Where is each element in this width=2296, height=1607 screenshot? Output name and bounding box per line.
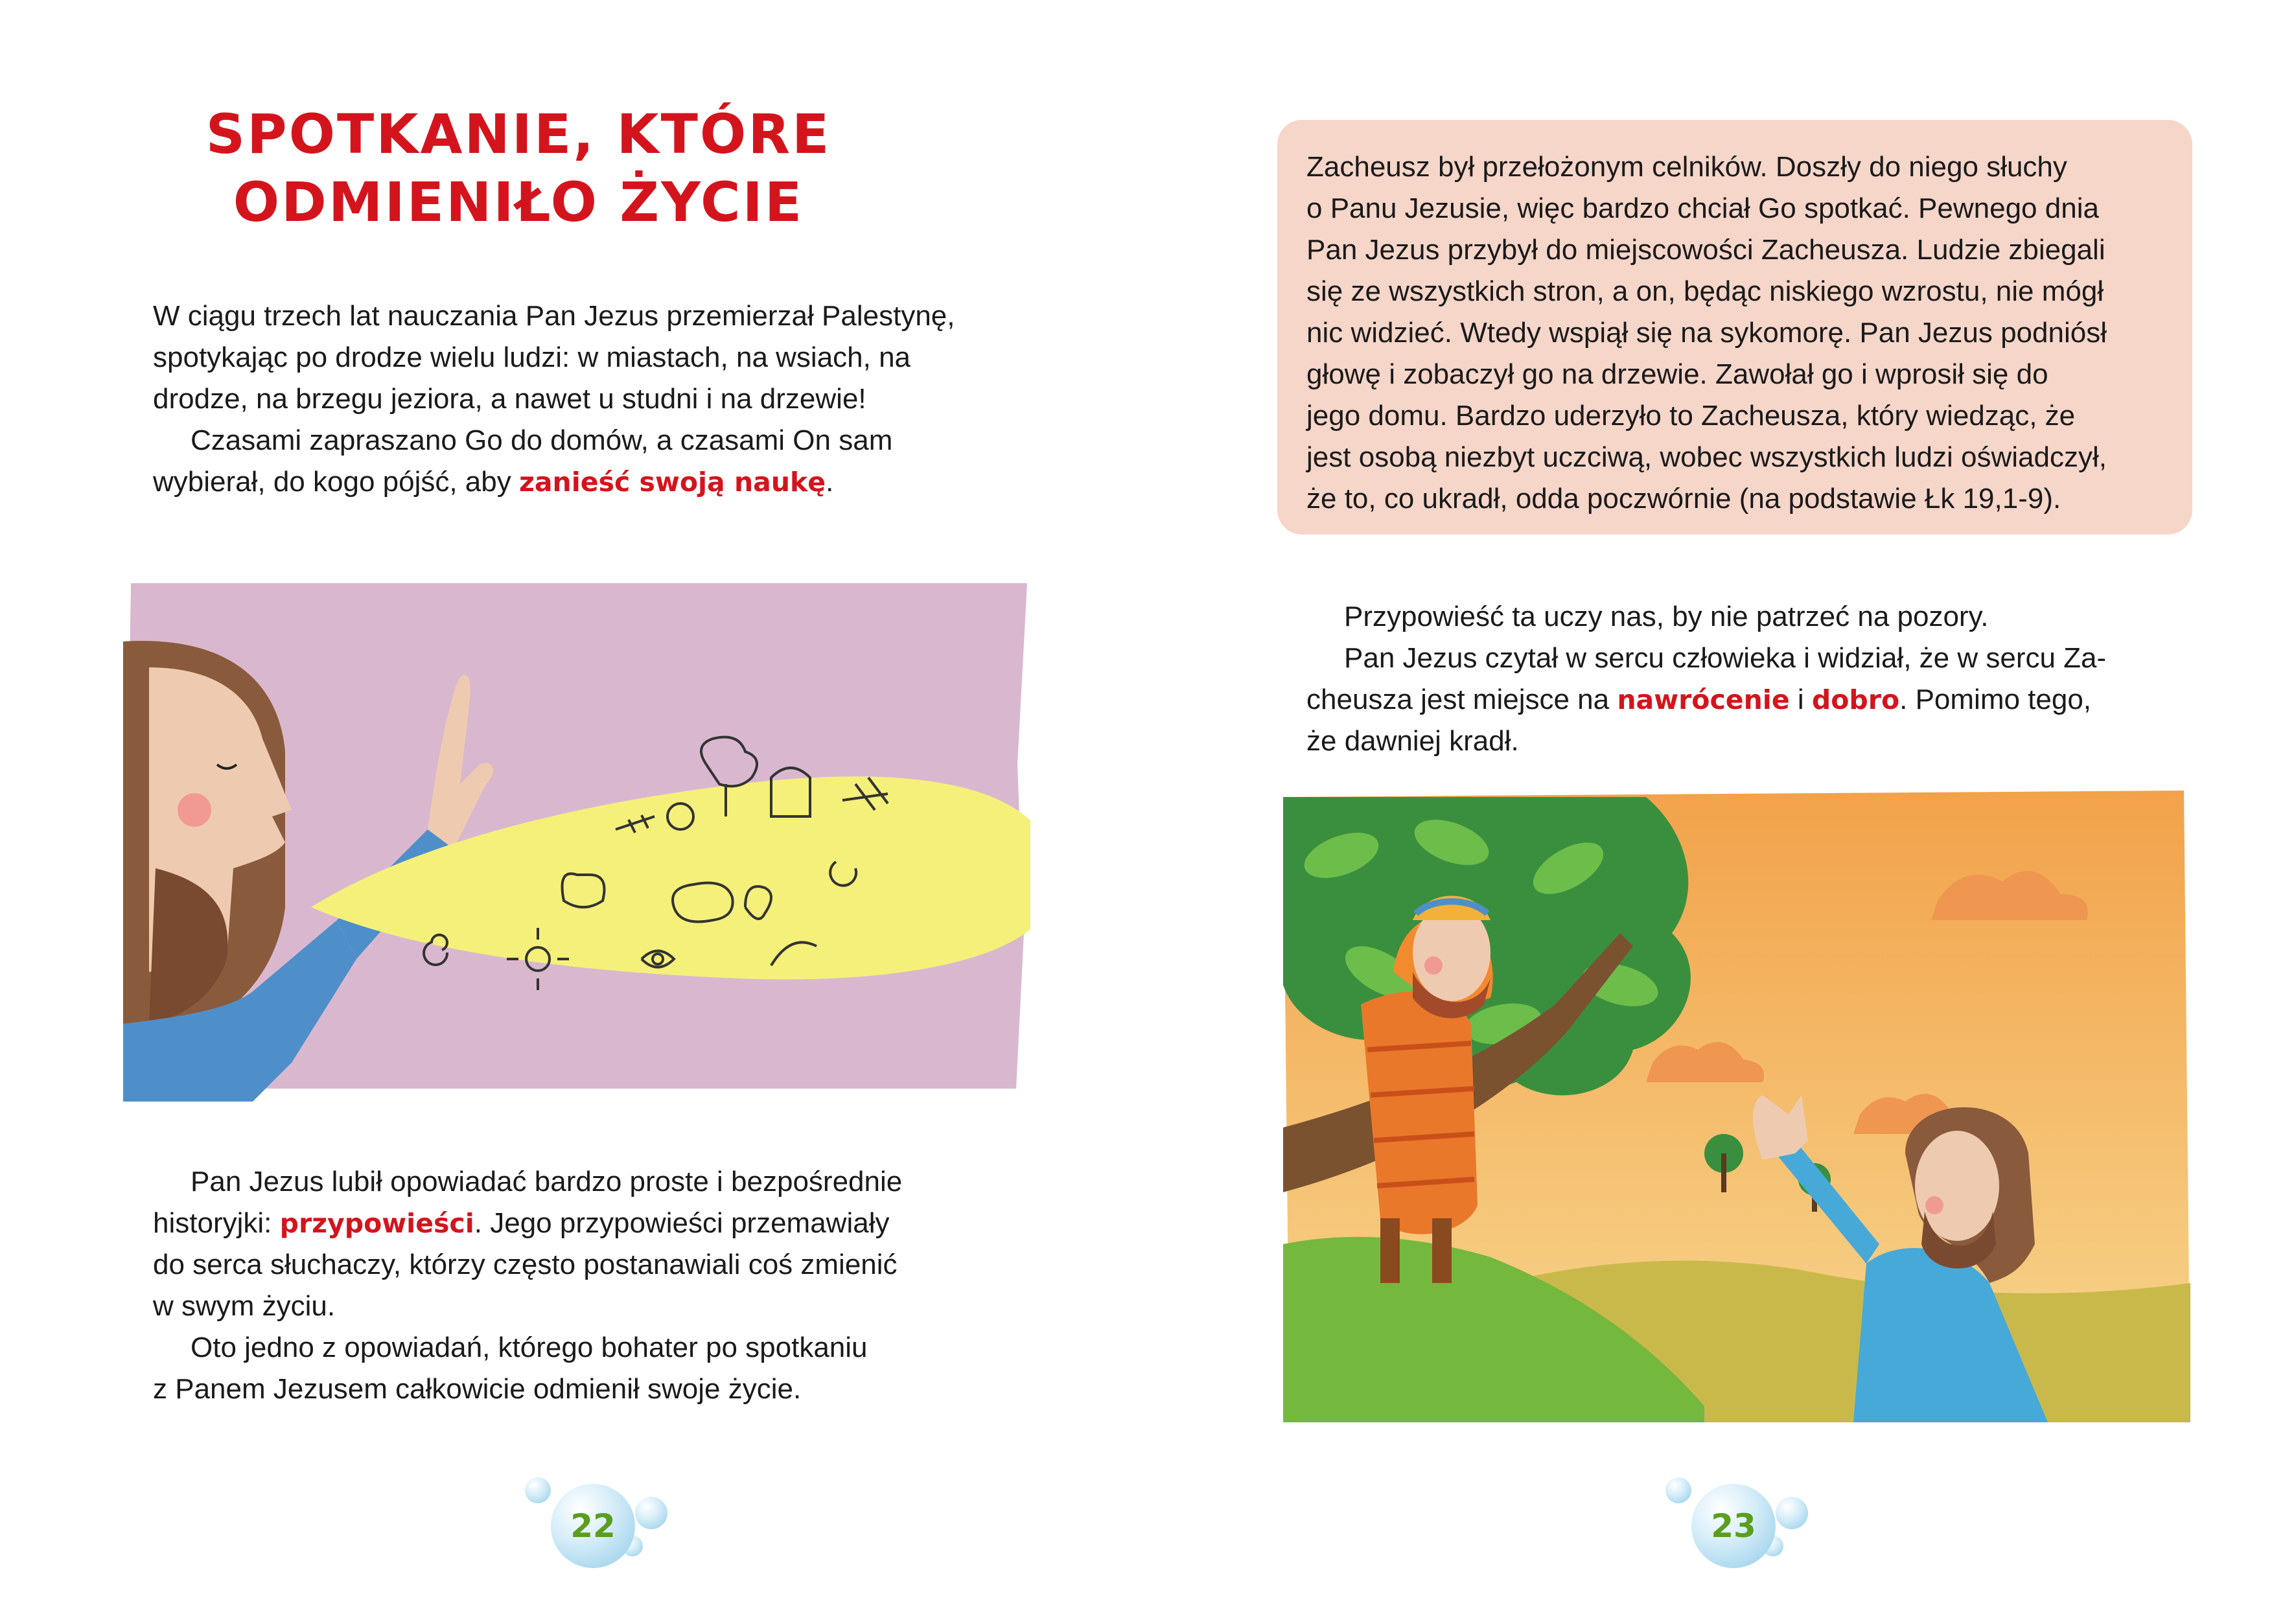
page-number-bubble bbox=[551, 1484, 635, 1568]
highlight-keyword: przypowieści bbox=[279, 1208, 474, 1239]
page-number-bubble bbox=[1691, 1484, 1776, 1568]
text-line: głowę i zobaczył go na drzewie. Zawołał go i wprosił się do bbox=[1306, 358, 2048, 390]
zacchaeus-tree-illustration bbox=[1283, 791, 2190, 1426]
bubble-decoration bbox=[1776, 1497, 1808, 1529]
text-line: spotykając po drodze wielu ludzi: w miastach, na wsiach, na bbox=[153, 341, 911, 373]
text-line: do serca słuchaczy, którzy często postanawiali coś zmienić bbox=[153, 1249, 898, 1280]
text-line: Przypowieść ta uczy nas, by nie patrzeć na pozory. bbox=[1344, 601, 1989, 632]
bubble-decoration bbox=[635, 1497, 667, 1529]
jesus-teaching-illustration bbox=[123, 570, 1030, 1102]
text-line: że to, co ukradł, odda poczwórnie (na podstawie Łk 19,1-9). bbox=[1306, 483, 2061, 514]
jesus-teaching-svg bbox=[123, 570, 1030, 1102]
zacchaeus-tree-svg bbox=[1283, 791, 2190, 1426]
text-line: Pan Jezus czytał w sercu człowieka i widział, że w sercu Za- bbox=[1344, 642, 2107, 674]
page-number: 23 bbox=[1711, 1507, 1756, 1545]
highlight-keyword: nawrócenie bbox=[1617, 684, 1790, 715]
text-line: W ciągu trzech lat nauczania Pan Jezus przemierzał Palestynę, bbox=[153, 300, 955, 332]
page-number-badge bbox=[505, 1471, 687, 1581]
page-number-badge bbox=[1646, 1471, 1827, 1581]
highlight-keyword: dobro bbox=[1811, 684, 1900, 715]
lesson-paragraph bbox=[1306, 596, 2164, 762]
text-segment: . bbox=[826, 466, 834, 498]
text-line: z Panem Jezusem całkowicie odmienił swoje życie. bbox=[153, 1373, 802, 1405]
text-line: o Panu Jezusie, więc bardzo chciał Go spotkać. Pewnego dnia bbox=[1306, 192, 2099, 224]
text-line: się ze wszystkich stron, a on, będąc niskiego wzrostu, nie mógł bbox=[1306, 275, 2104, 307]
text-line bbox=[1306, 679, 2164, 721]
text-segment: . Pomimo tego, bbox=[1899, 684, 2092, 715]
text-line: Pan Jezus lubił opowiadać bardzo proste i bezpośrednie bbox=[191, 1166, 903, 1197]
bubble-decoration bbox=[1665, 1477, 1691, 1503]
text-line: drodze, na brzegu jeziora, a nawet u studni i na drzewie! bbox=[153, 383, 866, 415]
text-segment: historyjki: bbox=[153, 1207, 280, 1239]
text-line bbox=[153, 461, 995, 503]
bottom-paragraph bbox=[153, 1161, 995, 1410]
bubble-decoration bbox=[525, 1477, 551, 1503]
highlight-keyword: zanieść swoją naukę bbox=[518, 467, 826, 498]
title-line-1: SPOTKANIE, KTÓRE bbox=[205, 102, 831, 166]
text-segment: i bbox=[1789, 684, 1812, 715]
text-line bbox=[153, 1203, 995, 1244]
page-title bbox=[194, 100, 842, 237]
title-line-2: ODMIENIŁO ŻYCIE bbox=[233, 170, 804, 234]
page-number: 22 bbox=[570, 1507, 616, 1545]
text-line: Czasami zapraszano Go do domów, a czasami On sam bbox=[191, 424, 893, 456]
text-line: jego domu. Bardzo uderzyło to Zacheusza, który wiedząc, że bbox=[1306, 400, 2076, 432]
text-line: Pan Jezus przybył do miejscowości Zacheusza. Ludzie zbiegali bbox=[1306, 234, 2105, 266]
text-line: Zacheusz był przełożonym celników. Doszły do niego słuchy bbox=[1306, 151, 2067, 183]
text-segment: cheusza jest miejsce na bbox=[1306, 684, 1618, 715]
text-line: nic widzieć. Wtedy wspiął się na sykomorę. Pan Jezus podniósł bbox=[1306, 317, 2107, 349]
story-text bbox=[1306, 146, 2164, 520]
text-line: Oto jedno z opowiadań, którego bohater po spotkaniu bbox=[191, 1332, 868, 1363]
text-line: w swym życiu. bbox=[153, 1290, 336, 1322]
text-segment: wybierał, do kogo pójść, aby bbox=[153, 466, 519, 498]
intro-paragraph bbox=[153, 295, 995, 503]
text-segment: . Jego przypowieści przemawiały bbox=[474, 1207, 890, 1239]
text-line: jest osobą niezbyt uczciwą, wobec wszystkich ludzi oświadczył, bbox=[1306, 441, 2107, 473]
text-line: że dawniej kradł. bbox=[1306, 725, 1519, 757]
